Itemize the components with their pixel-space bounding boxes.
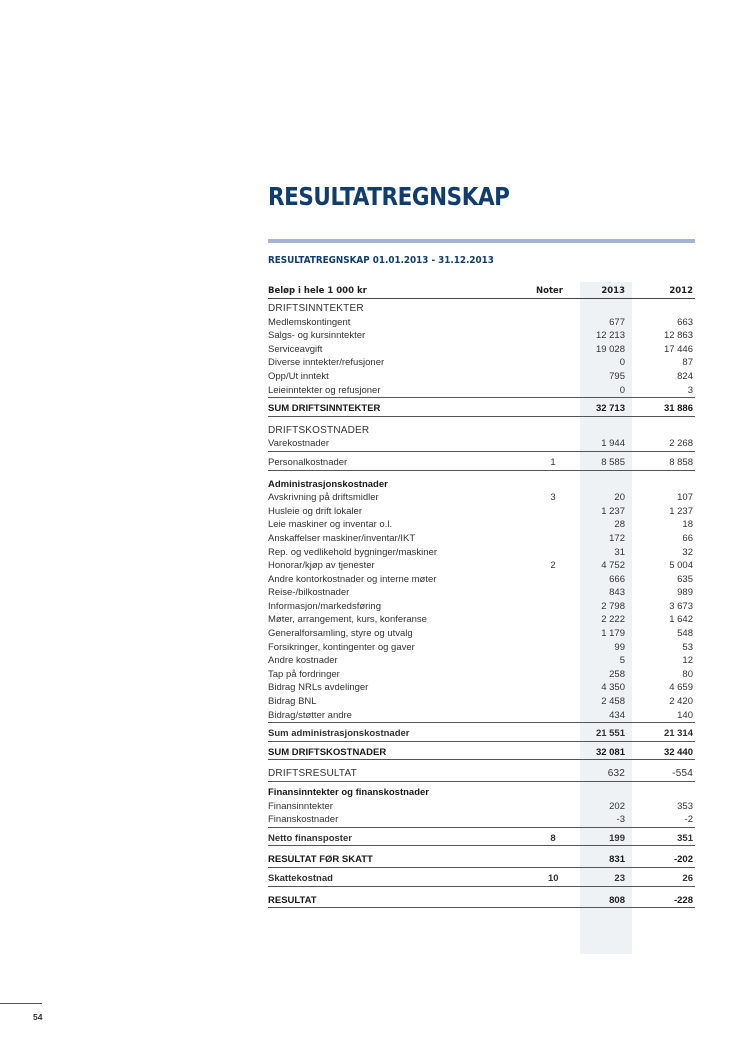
value-2013: 632 bbox=[607, 768, 625, 780]
value-2012: 140 bbox=[677, 709, 693, 721]
row-label: Personalkostnader bbox=[268, 456, 348, 468]
value-2012: 107 bbox=[677, 492, 693, 504]
value-2012: 87 bbox=[682, 357, 693, 369]
value-2012: 989 bbox=[677, 587, 693, 599]
table-row bbox=[268, 302, 695, 316]
value-2013: 1 237 bbox=[601, 505, 625, 517]
value-2013: 1 179 bbox=[601, 628, 625, 640]
table-row bbox=[268, 586, 695, 600]
value-2012: 663 bbox=[677, 316, 693, 328]
row-label: Anskaffelser maskiner/inventar/IKT bbox=[268, 532, 416, 544]
value-2013: 199 bbox=[609, 832, 625, 844]
row-label: Generalforsamling, styre og utvalg bbox=[268, 628, 413, 640]
table-row bbox=[268, 456, 695, 471]
row-label: Finansinntekter bbox=[268, 800, 333, 812]
value-2012: 80 bbox=[682, 668, 693, 680]
value-2013: 258 bbox=[609, 668, 625, 680]
value-2012: 66 bbox=[682, 532, 693, 544]
row-label: Forsikringer, kontingenter og gaver bbox=[268, 641, 415, 653]
income-statement-rows bbox=[268, 302, 695, 908]
table-row bbox=[268, 478, 695, 492]
row-spacer bbox=[268, 846, 695, 853]
table-row bbox=[268, 437, 695, 452]
value-2013: 28 bbox=[614, 519, 625, 531]
table-row bbox=[268, 872, 695, 887]
row-label: Leieinntekter og refusjoner bbox=[268, 384, 381, 396]
table-row bbox=[268, 786, 695, 800]
table-row bbox=[268, 800, 695, 814]
row-label: RESULTAT FØR SKATT bbox=[268, 854, 373, 866]
table-row bbox=[268, 402, 695, 417]
table-row bbox=[268, 491, 695, 505]
row-label: Netto finansposter bbox=[268, 832, 352, 844]
year-2013-header: 2013 bbox=[601, 286, 625, 296]
value-2012: -202 bbox=[673, 854, 693, 866]
value-2012: -228 bbox=[673, 894, 693, 906]
row-label: Bidrag/støtter andre bbox=[268, 709, 352, 721]
value-2012: 3 bbox=[687, 384, 693, 396]
value-2013: 172 bbox=[609, 532, 625, 544]
table-row bbox=[268, 627, 695, 641]
row-label: Sum administrasjonskostnader bbox=[268, 728, 410, 740]
row-label: Informasjon/markedsføring bbox=[268, 600, 381, 612]
value-2012: 53 bbox=[682, 641, 693, 653]
row-note: 3 bbox=[550, 492, 556, 504]
value-2012: 2 420 bbox=[669, 696, 693, 708]
value-2012: 3 673 bbox=[669, 600, 693, 612]
row-label: Skattekostnad bbox=[268, 872, 333, 884]
value-2013: 795 bbox=[609, 370, 625, 382]
row-label: Serviceavgift bbox=[268, 343, 323, 355]
value-2013: 21 551 bbox=[595, 728, 625, 740]
value-2012: 5 004 bbox=[669, 560, 693, 572]
row-note: 1 bbox=[550, 456, 556, 468]
year-2012-header: 2012 bbox=[669, 286, 693, 296]
value-2012: 548 bbox=[677, 628, 693, 640]
row-spacer bbox=[268, 760, 695, 767]
value-2012: 32 440 bbox=[663, 746, 693, 758]
table-row bbox=[268, 641, 695, 655]
row-spacer bbox=[268, 417, 695, 424]
table-row bbox=[268, 573, 695, 587]
row-label: Finansinntekter og finanskostnader bbox=[268, 787, 429, 798]
value-2012: 12 863 bbox=[663, 330, 693, 342]
value-2013: 831 bbox=[609, 854, 625, 866]
value-2013: 0 bbox=[619, 357, 625, 369]
value-2013: 4 350 bbox=[601, 682, 625, 694]
value-2013: 677 bbox=[609, 316, 625, 328]
row-label: Andre kostnader bbox=[268, 655, 338, 667]
table-row bbox=[268, 894, 695, 909]
value-2012: 32 bbox=[682, 546, 693, 558]
value-2013: 0 bbox=[619, 384, 625, 396]
value-2013: 2 222 bbox=[601, 614, 625, 626]
value-2012: 18 bbox=[682, 519, 693, 531]
table-row bbox=[268, 709, 695, 724]
table-row bbox=[268, 316, 695, 330]
row-label: Opp/Ut inntekt bbox=[268, 370, 329, 382]
row-label: Diverse inntekter/refusjoner bbox=[268, 357, 385, 369]
statement-subtitle: RESULTATREGNSKAP 01.01.2013 - 31.12.2013 bbox=[268, 255, 494, 266]
table-row bbox=[268, 654, 695, 668]
value-2013: 12 213 bbox=[595, 330, 625, 342]
value-2013: 31 bbox=[614, 546, 625, 558]
row-label: SUM DRIFTSKOSTNADER bbox=[268, 746, 387, 758]
table-row bbox=[268, 370, 695, 384]
value-2013: 434 bbox=[609, 709, 625, 721]
row-label: RESULTAT bbox=[268, 894, 317, 906]
row-note: 2 bbox=[550, 560, 556, 572]
amount-unit-label: Beløp i hele 1 000 kr bbox=[268, 286, 367, 296]
row-label: Bidrag NRLs avdelinger bbox=[268, 682, 369, 694]
row-label: Honorar/kjøp av tjenester bbox=[268, 560, 375, 572]
row-label: Husleie og drift lokaler bbox=[268, 505, 362, 517]
row-spacer bbox=[268, 887, 695, 894]
title-rule bbox=[268, 239, 695, 243]
row-label: Varekostnader bbox=[268, 438, 330, 450]
table-row bbox=[268, 505, 695, 519]
row-label: Andre kontorkostnader og interne møter bbox=[268, 573, 437, 585]
value-2012: 31 886 bbox=[663, 403, 693, 415]
notes-header: Noter bbox=[536, 286, 563, 296]
table-row bbox=[268, 613, 695, 627]
page-title: RESULTATREGNSKAP bbox=[268, 182, 510, 211]
table-row bbox=[268, 532, 695, 546]
table-row bbox=[268, 518, 695, 532]
row-spacer bbox=[268, 471, 695, 478]
table-row bbox=[268, 853, 695, 868]
value-2012: 353 bbox=[677, 800, 693, 812]
row-label: Medlemskontingent bbox=[268, 316, 351, 328]
value-2012: -554 bbox=[672, 768, 693, 780]
value-2013: 1 944 bbox=[601, 438, 625, 450]
table-row bbox=[268, 746, 695, 761]
table-row bbox=[268, 832, 695, 847]
value-2012: 26 bbox=[682, 872, 693, 884]
row-label: DRIFTSINNTEKTER bbox=[268, 303, 364, 314]
value-2012: 635 bbox=[677, 573, 693, 585]
value-2013: 808 bbox=[609, 894, 625, 906]
row-label: DRIFTSRESULTAT bbox=[268, 768, 357, 780]
table-row bbox=[268, 668, 695, 682]
row-label: Finanskostnader bbox=[268, 814, 339, 826]
table-row bbox=[268, 559, 695, 573]
row-label: Bidrag BNL bbox=[268, 696, 317, 708]
value-2012: 21 314 bbox=[663, 728, 693, 740]
row-label: Reise-/bilkostnader bbox=[268, 587, 350, 599]
row-label: Salgs- og kursinntekter bbox=[268, 330, 366, 342]
row-label: Møter, arrangement, kurs, konferanse bbox=[268, 614, 427, 626]
value-2012: 8 858 bbox=[669, 456, 693, 468]
table-row bbox=[268, 600, 695, 614]
value-2013: 23 bbox=[614, 872, 625, 884]
table-row bbox=[268, 424, 695, 438]
value-2012: -2 bbox=[684, 814, 693, 826]
row-label: Administrasjonskostnader bbox=[268, 478, 388, 490]
value-2012: 17 446 bbox=[663, 343, 693, 355]
row-note: 8 bbox=[550, 832, 556, 844]
value-2013: 2 798 bbox=[601, 600, 625, 612]
value-2013: 32 713 bbox=[595, 403, 625, 415]
value-2013: 19 028 bbox=[595, 343, 625, 355]
value-2012: 351 bbox=[677, 832, 693, 844]
value-2013: 5 bbox=[619, 655, 625, 667]
row-label: Rep. og vedlikehold bygninger/maskiner bbox=[268, 546, 437, 558]
table-row bbox=[268, 384, 695, 399]
value-2012: 824 bbox=[677, 370, 693, 382]
table-header bbox=[268, 282, 695, 299]
table-row bbox=[268, 343, 695, 357]
value-2012: 4 659 bbox=[669, 682, 693, 694]
row-label: Leie maskiner og inventar o.l. bbox=[268, 519, 393, 531]
value-2012: 1 642 bbox=[669, 614, 693, 626]
value-2013: 666 bbox=[609, 573, 625, 585]
row-label: Tap på fordringer bbox=[268, 668, 340, 680]
value-2013: 4 752 bbox=[601, 560, 625, 572]
row-label: SUM DRIFTSINNTEKTER bbox=[268, 403, 381, 415]
value-2013: 202 bbox=[609, 800, 625, 812]
table-row bbox=[268, 329, 695, 343]
footer-rule bbox=[0, 1003, 42, 1004]
row-note: 10 bbox=[548, 872, 559, 884]
value-2013: 2 458 bbox=[601, 696, 625, 708]
row-label: Avskrivning på driftsmidler bbox=[268, 492, 379, 504]
value-2013: 99 bbox=[614, 641, 625, 653]
table-row bbox=[268, 681, 695, 695]
table-row bbox=[268, 356, 695, 370]
page-number: 54 bbox=[33, 1012, 43, 1022]
value-2012: 1 237 bbox=[669, 505, 693, 517]
table-row bbox=[268, 813, 695, 828]
value-2013: 843 bbox=[609, 587, 625, 599]
value-2013: 32 081 bbox=[595, 746, 625, 758]
value-2013: -3 bbox=[616, 814, 625, 826]
value-2012: 12 bbox=[682, 655, 693, 667]
value-2013: 8 585 bbox=[601, 456, 625, 468]
table-row bbox=[268, 695, 695, 709]
table-row bbox=[268, 767, 695, 782]
table-row bbox=[268, 546, 695, 560]
value-2012: 2 268 bbox=[669, 438, 693, 450]
table-row bbox=[268, 727, 695, 742]
value-2013: 20 bbox=[614, 492, 625, 504]
row-label: DRIFTSKOSTNADER bbox=[268, 424, 370, 436]
